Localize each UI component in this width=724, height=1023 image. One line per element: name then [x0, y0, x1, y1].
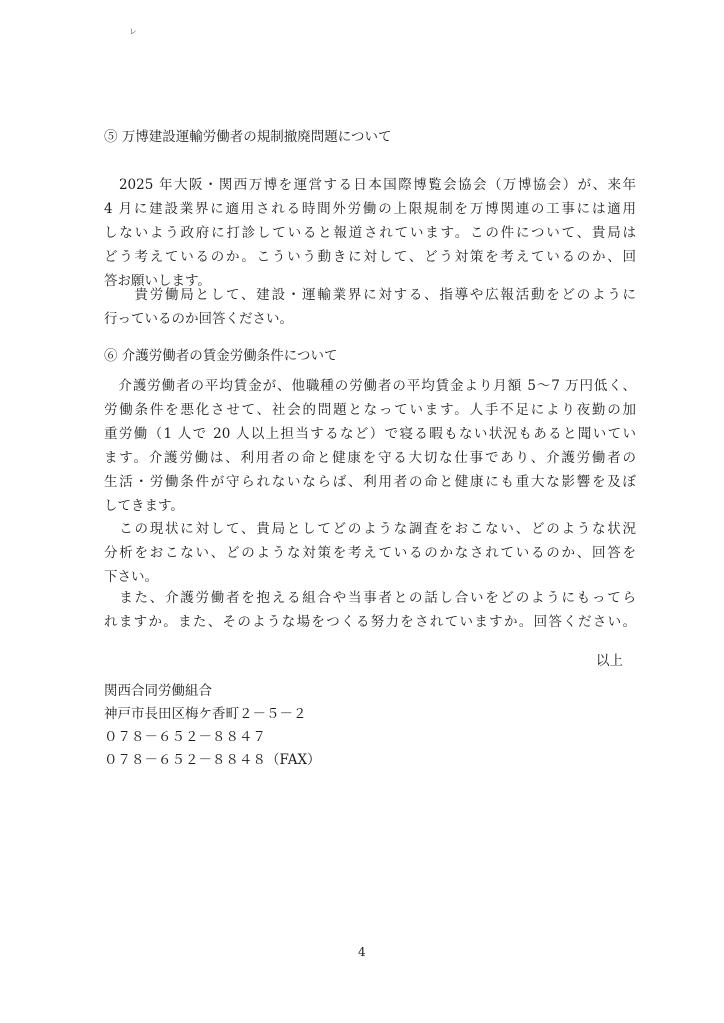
sender-fax: ０７８－６５２－８８４８（FAX）: [104, 752, 321, 768]
text-line: 下さい。: [104, 569, 158, 585]
section-6-paragraph-1: [104, 374, 636, 518]
section-6-paragraph-2: [104, 517, 636, 589]
sender-phone: ０７８－６５２－８８４７: [104, 729, 266, 745]
text-line: 貴労働局として、建設・運輸業界に対する、指導や広報活動をどのように: [104, 287, 636, 303]
section-5-paragraph-2: [104, 283, 636, 331]
text-line: しないよう政府に打診していると報道されています。この件について、貴局は: [104, 225, 636, 241]
text-line: 生活・労働条件が守られないならば、利用者の命と健康にも重大な影響を及ぼ: [104, 474, 636, 490]
text-line: 行っているのか回答ください。: [104, 311, 293, 327]
text-line: どう考えているのか。こういう動きに対して、どう対策を考えているのか、回: [104, 249, 636, 265]
sender-organization: 関西合同労働組合: [104, 683, 212, 699]
text-line: 答お願いします。: [104, 273, 211, 289]
text-line: 労働条件を悪化させて、社会的問題となっています。人手不足により夜勤の加: [104, 402, 636, 418]
text-line: 重労働（1 人で 20 人以上担当するなど）で寝る暇もない状況もあると聞いてい: [104, 426, 636, 442]
corner-mark: ㇾ: [128, 26, 138, 37]
text-line: また、介護労働者を抱える組合や当事者との話し合いをどのようにもってら: [104, 590, 636, 606]
section-5-heading: ⑤ 万博建設運輸労働者の規制撤廃問題について: [104, 129, 392, 145]
closing-ijo: 以上: [596, 653, 623, 669]
text-line: 4 月に建設業界に適用される時間外労働の上限規制を万博関連の工事には適用: [104, 201, 636, 217]
section-6-heading: ⑥ 介護労働者の賃金労働条件について: [104, 348, 338, 364]
text-line: ます。介護労働は、利用者の命と健康を守る大切な仕事であり、介護労働者の: [104, 450, 636, 466]
text-line: れますか。また、そのような場をつくる努力をされていますか。回答ください。: [104, 614, 636, 630]
text-line: 分析をおこない、どのような対策を考えているのかなされているのか、回答を: [104, 545, 636, 561]
section-5-paragraph-1: [104, 173, 636, 293]
page-number: 4: [358, 945, 366, 959]
text-line: この現状に対して、貴局としてどのような調査をおこない、どのような状況: [104, 521, 636, 537]
section-6-paragraph-3: [104, 586, 636, 634]
text-line: してきます。: [104, 498, 184, 514]
text-line: 2025 年大阪・関西万博を運営する日本国際博覧会協会（万博協会）が、来年: [104, 177, 636, 193]
text-line: 介護労働者の平均賃金が、他職種の労働者の平均賃金より月額 5〜7 万円低く、: [104, 378, 636, 394]
sender-address: 神戸市長田区梅ケ香町２－５－２: [104, 706, 307, 722]
sender-block: [104, 680, 321, 772]
